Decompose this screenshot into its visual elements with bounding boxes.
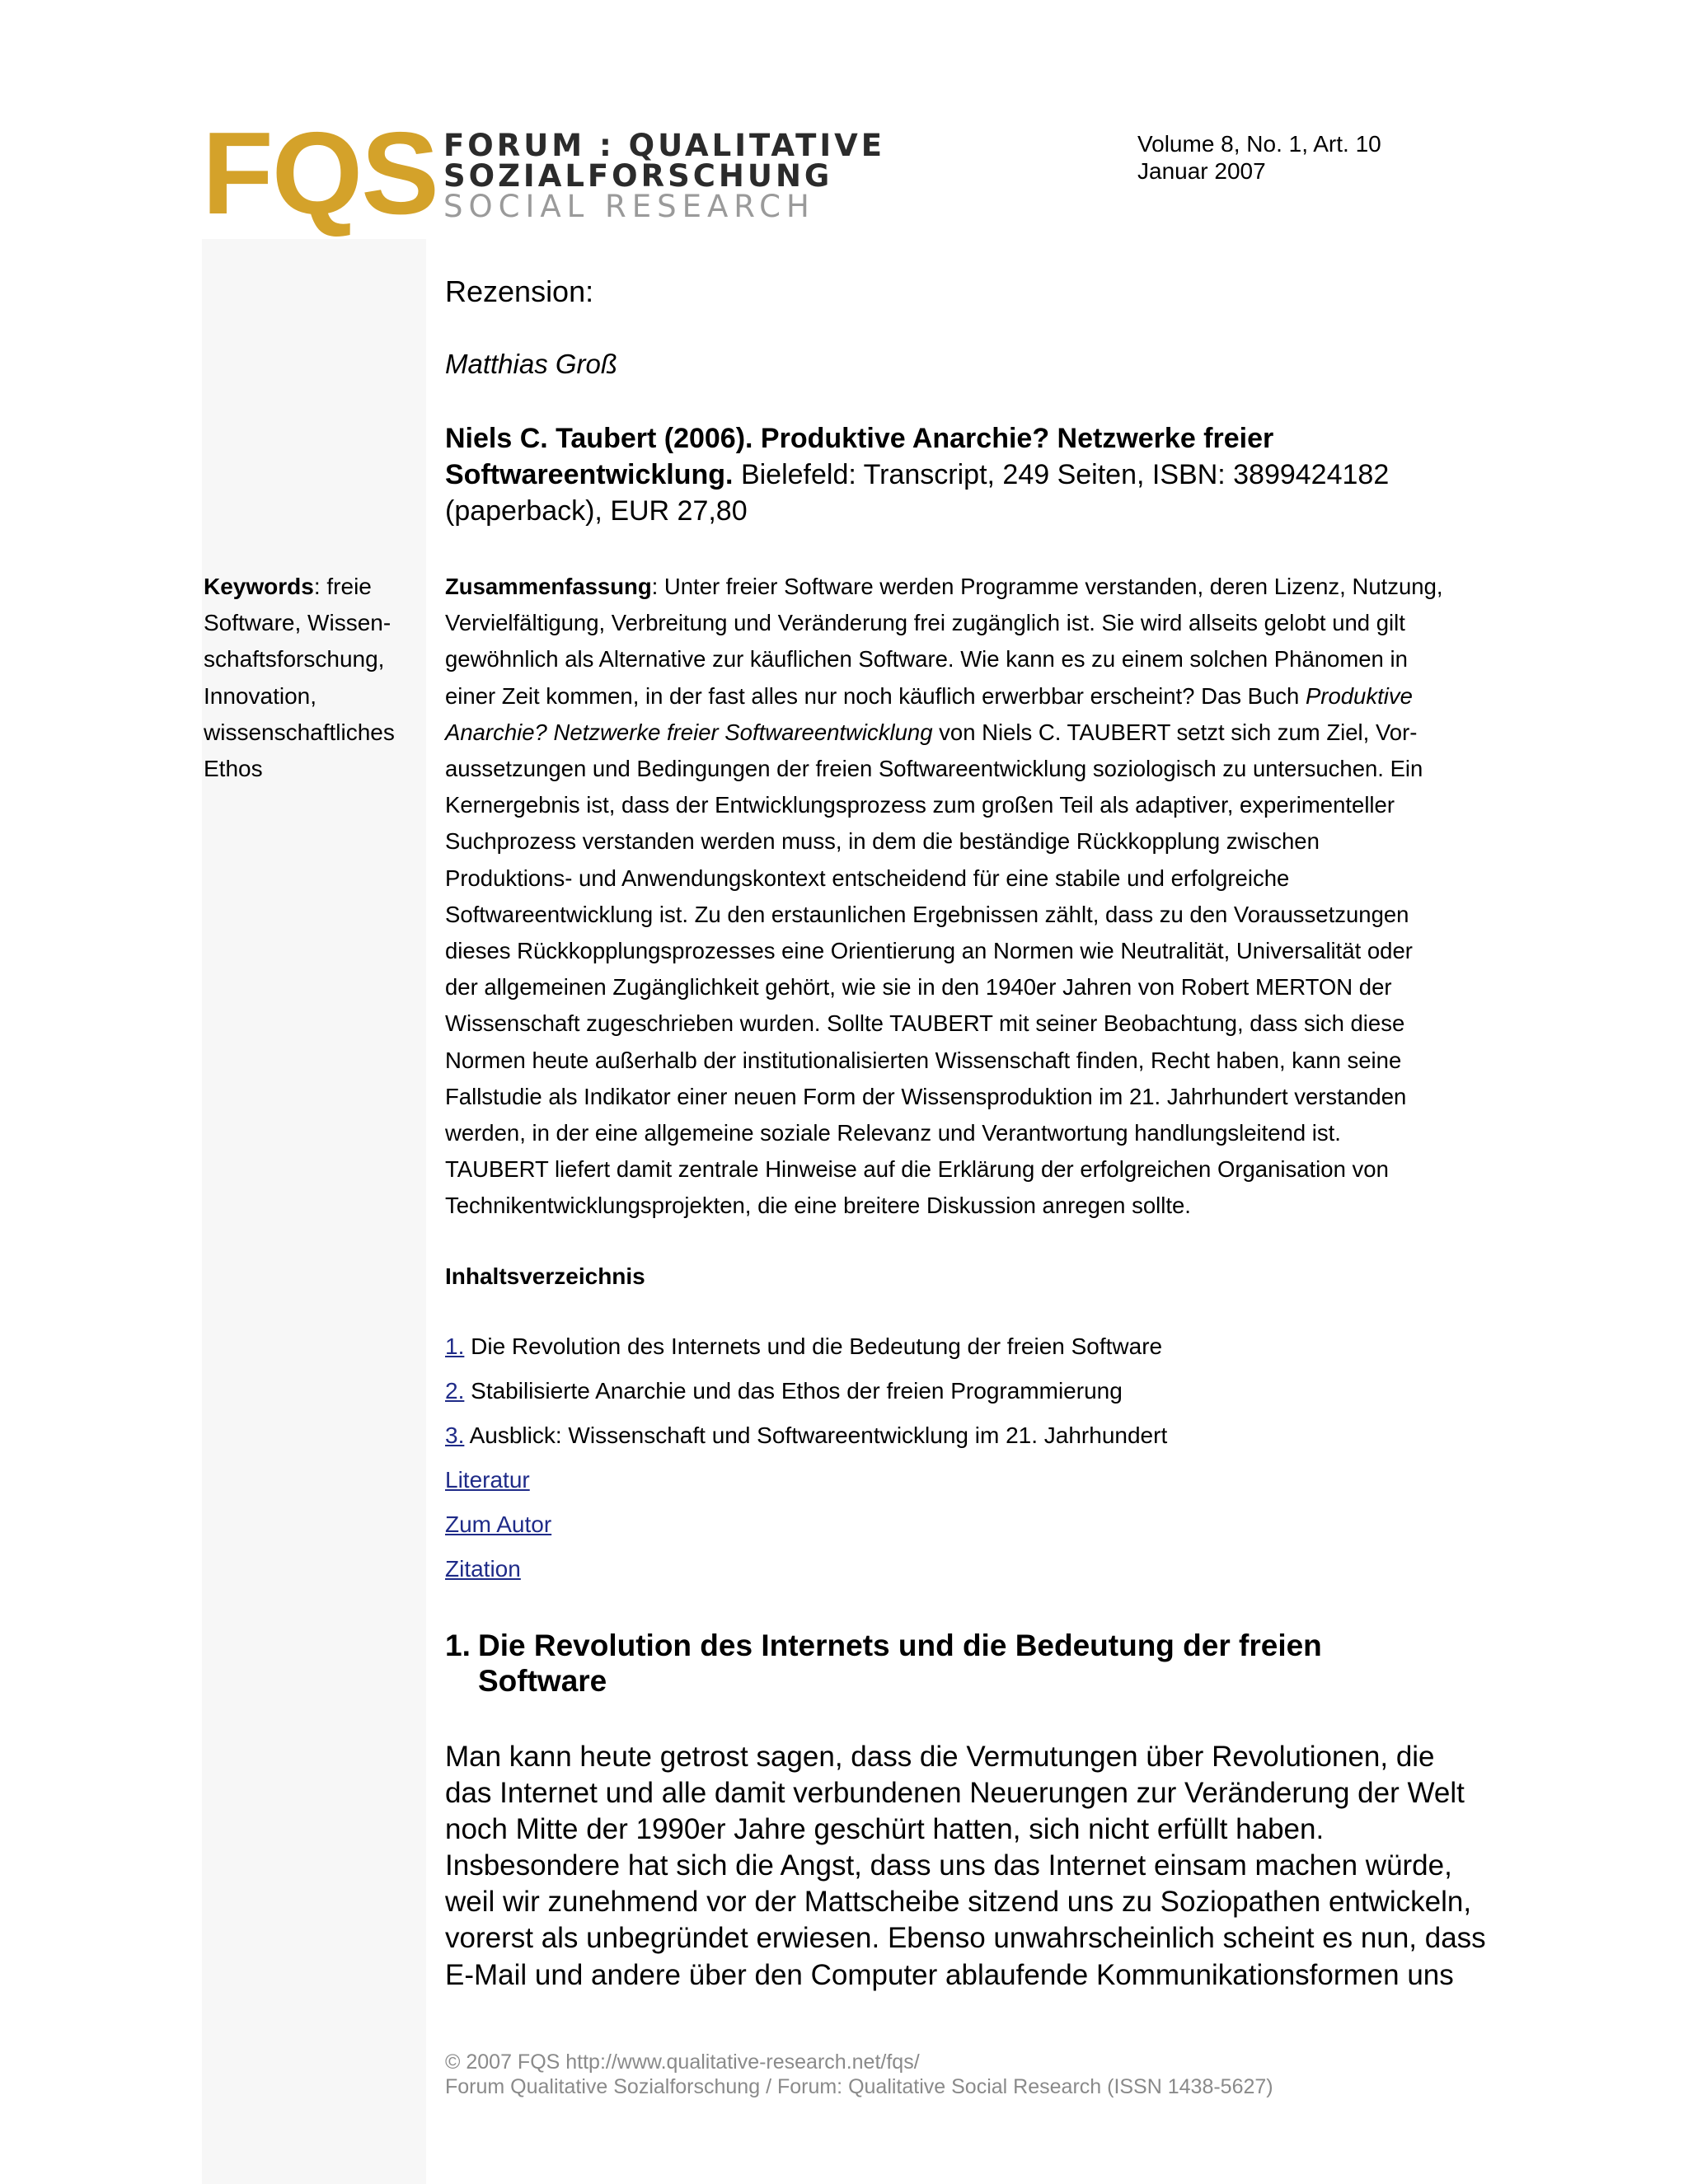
toc-link-section-2[interactable]: 2. xyxy=(445,1378,465,1404)
abstract-line: Wissenschaft zugeschrieben wurden. Sollte TAUBERT mit seiner Beobachtung, dass sich diese xyxy=(445,1010,1405,1037)
body-line: das Internet und alle damit verbundenen Neuerungen zur Veränderung der Welt xyxy=(445,1777,1465,1810)
keywords-text: wissenschaftliches xyxy=(204,719,395,745)
toc-item-text: Ausblick: Wissenschaft und Softwareentwicklung im 21. Jahrhundert xyxy=(464,1422,1168,1448)
abstract-line: Kernergebnis ist, dass der Entwicklungsprozess zum großen Teil als adaptiver, experimenteller xyxy=(445,792,1395,818)
volume-info xyxy=(1137,130,1381,185)
abstract-line: Suchprozess verstanden werden muss, in dem die beständige Rückkopplung zwischen xyxy=(445,828,1320,855)
abstract-line: werden, in der eine allgemeine soziale Relevanz und Verantwortung handlungsleitend ist. xyxy=(445,1120,1341,1146)
issue-date: Januar 2007 xyxy=(1137,158,1266,184)
abstract-line: Normen heute außerhalb der institutionalisierten Wissenschaft finden, Recht haben, kann seine xyxy=(445,1047,1402,1073)
section-1-heading xyxy=(445,1628,1434,1699)
section-title-line1: Die Revolution des Internets und die Bedeutung der freien xyxy=(478,1629,1322,1662)
logo-line-sozialforschung: SOZIALFORSCHUNG xyxy=(443,158,833,194)
toc-link-zitation[interactable]: Zitation xyxy=(445,1556,521,1582)
keywords-label: Keywords xyxy=(204,574,314,599)
toc-item xyxy=(445,1378,1123,1404)
abstract-line: einer Zeit kommen, in der fast alles nur noch käuflich erwerbbar erscheint? Das Buch xyxy=(445,682,1306,709)
toc-item-text: Die Revolution des Internets und die Bedeutung der freien Software xyxy=(464,1333,1163,1359)
logo-line-social-research: SOCIAL RESEARCH xyxy=(443,189,815,224)
section-1-paragraph xyxy=(445,1739,1517,1994)
section-number: 1. xyxy=(445,1629,471,1662)
abstract-line: Softwareentwicklung ist. Zu den erstaunlichen Ergebnissen zählt, dass zu den Voraussetzungen xyxy=(445,901,1409,927)
abstract-line: von Niels C. TAUBERT setzt sich zum Ziel, Vor- xyxy=(932,719,1418,745)
keywords-text: Ethos xyxy=(204,756,263,782)
abstract-line: der allgemeinen Zugänglichkeit gehört, wie sie in den 1940er Jahren von Robert MERTON der xyxy=(445,974,1392,1001)
citation-title-line2: Softwareentwicklung. xyxy=(445,459,734,490)
toc-item xyxy=(445,1333,1162,1360)
toc-link-section-1[interactable]: 1. xyxy=(445,1333,465,1359)
abstract-line: : Unter freier Software werden Programme verstanden, deren Lizenz, Nutzung, xyxy=(651,574,1443,599)
keywords-text: schaftsforschung, xyxy=(204,646,385,673)
volume-number: Volume 8, No. 1, Art. 10 xyxy=(1137,131,1381,157)
review-author: Matthias Groß xyxy=(445,349,618,379)
keyword-column-band xyxy=(202,239,426,2184)
page-footer xyxy=(445,2050,1273,2099)
section-title-line2: Software xyxy=(478,1664,607,1698)
abstract-label: Zusammenfassung xyxy=(445,574,652,599)
review-label: Rezension: xyxy=(445,274,594,308)
logo-line-forum: FORUM : QUALITATIVE xyxy=(443,128,886,163)
body-line: E-Mail und andere über den Computer ablaufende Kommunikationsformen uns xyxy=(445,1958,1454,1991)
body-line: noch Mitte der 1990er Jahre geschürt hatten, sich nicht erfüllt haben. xyxy=(445,1813,1325,1846)
keywords-block xyxy=(204,569,410,787)
abstract-book-title: Produktive xyxy=(1305,682,1413,709)
abstract-line: Vervielfältigung, Verbreitung und Veränderung frei zugänglich ist. Sie wird allseits gelobt und gilt xyxy=(445,610,1405,636)
fqs-logo: FQS xyxy=(202,108,438,239)
abstract-line: aussetzungen und Bedingungen der freien Softwareentwicklung soziologisch zu untersuchen. Ein xyxy=(445,756,1423,782)
abstract-line: Fallstudie als Indikator einer neuen Form der Wissensproduktion im 21. Jahrhundert verstanden xyxy=(445,1083,1407,1109)
toc-item-text: Stabilisierte Anarchie und das Ethos der freien Programmierung xyxy=(464,1378,1123,1404)
keywords-text: Innovation, xyxy=(204,682,316,709)
citation-title-line1: Niels C. Taubert (2006). Produktive Anarchie? Netzwerke freier xyxy=(445,423,1274,454)
keywords-text: : freie xyxy=(313,574,372,599)
toc-link-literatur[interactable]: Literatur xyxy=(445,1467,530,1493)
abstract-line: Technikentwicklungsprojekten, die eine breitere Diskussion anregen sollte. xyxy=(445,1193,1191,1219)
keywords-text: Software, Wissen- xyxy=(204,610,392,636)
body-line: vorerst als unbegründet erwiesen. Ebenso unwahrscheinlich scheint es nun, dass xyxy=(445,1922,1486,1955)
body-line: Man kann heute getrost sagen, dass die Vermutungen über Revolutionen, die xyxy=(445,1741,1435,1773)
journal-name-logo xyxy=(443,130,885,222)
abstract-line: gewöhnlich als Alternative zur käuflichen Software. Wie kann es zu einem solchen Phänomen in xyxy=(445,646,1408,673)
citation-price: (paperback), EUR 27,80 xyxy=(445,495,748,527)
citation-publisher: Bielefeld: Transcript, 249 Seiten, ISBN: 3899424182 xyxy=(733,459,1390,490)
body-line: weil wir zunehmend vor der Mattscheibe sitzend uns zu Soziopathen entwickeln, xyxy=(445,1886,1472,1919)
footer-copyright: © 2007 FQS http://www.qualitative-research.net/fqs/ xyxy=(445,2050,920,2074)
body-line: Insbesondere hat sich die Angst, dass uns das Internet einsam machen würde, xyxy=(445,1849,1452,1882)
footer-journal: Forum Qualitative Sozialforschung / Forum: Qualitative Social Research (ISSN 1438-5627) xyxy=(445,2075,1273,2098)
toc-item xyxy=(445,1422,1167,1449)
abstract-block xyxy=(445,569,1484,1225)
toc-link-zum-autor[interactable]: Zum Autor xyxy=(445,1511,552,1537)
abstract-book-title: Anarchie? Netzwerke freier Softwareentwicklung xyxy=(445,719,933,745)
abstract-line: dieses Rückkopplungsprozesses eine Orientierung an Normen wie Neutralität, Universalität oder xyxy=(445,938,1413,964)
toc-title: Inhaltsverzeichnis xyxy=(445,1263,645,1289)
abstract-line: Produktions- und Anwendungskontext entscheidend für eine stabile und erfolgreiche xyxy=(445,865,1290,891)
book-citation xyxy=(445,420,1467,529)
abstract-line: TAUBERT liefert damit zentrale Hinweise auf die Erklärung der erfolgreichen Organisation von xyxy=(445,1156,1389,1183)
toc-link-section-3[interactable]: 3. xyxy=(445,1422,465,1448)
